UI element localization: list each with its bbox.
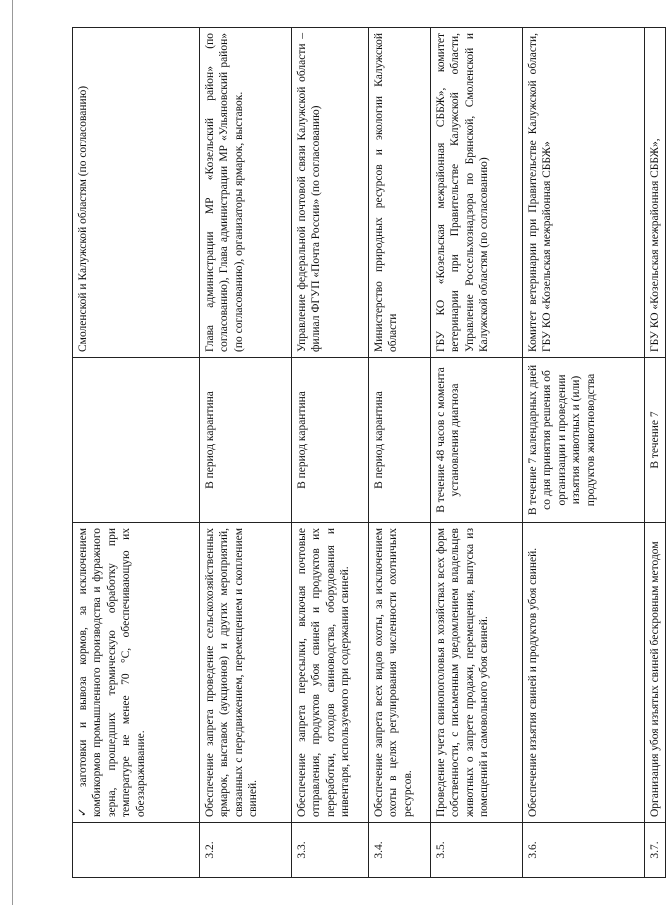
row-number: 3.4. [369,823,431,878]
term-cell [73,358,200,523]
action-cell: ✓ заготовки и вывоза кормов, за исключением комбикормов промышленного производства и фуражного зерна, прошедших термическую обработку при температуре не менее 70 °С, обеспечивающую их обеззараживание. [73,523,200,823]
term-cell: В течение 7 [645,358,666,523]
action-cell: Обеспечение изъятия свиней и продуктов убоя свиней. [523,523,645,823]
action-cell: Проведение учета свинопоголовья в хозяйствах всех форм собственности, с письменным уведомлением владельцев животных о запрете продажи, перемещения, выпуска из помещений и самовольного убоя свиней. [431,523,523,823]
table-row [431,28,523,878]
action-cell: Обеспечение запрета всех видов охоты, за исключением охоты в целях регулирования численности охотничьих ресурсов. [369,523,431,823]
table-row [292,28,369,878]
executor-cell: Смоленской и Калужской областям (по согласованию) [73,28,200,358]
action-cell: Организация убоя изъятых свиней бескровным методом [645,523,666,823]
executor-cell: Глава администрации МР «Козельский район» (по согласованию), Глава администрации МР «Ульяновский район» (по согласованию), организаторы ярмарок, выставок. [200,28,292,358]
term-cell: В период карантина [200,358,292,523]
row-number: 3.3. [292,823,369,878]
row-number: 3.7. [645,823,666,878]
term-cell: В период карантина [292,358,369,523]
row-number: 3.5. [431,823,523,878]
executor-cell: Комитет ветеринарии при Правительстве Калужской области, ГБУ КО «Козельская межрайонная СББЖ» [523,28,645,358]
row-number [73,823,200,878]
executor-cell: Министерство природных ресурсов и экологии Калужской области [369,28,431,358]
action-cell: Обеспечение запрета проведение сельскохозяйственных ярмарок, выставок (аукционов) и других мероприятий, связанных с передвижением, перемещением и скоплением свиней. [200,523,292,823]
term-cell: В течение 7 календарных дней со дня принятия решения об организации и проведении изъятия животных и (или) продуктов животноводства [523,358,645,523]
executor-cell: ГБУ КО «Козельская межрайонная СББЖ», комитет ветеринарии при Правительстве Калужской области, Управление Россельхознадзора по Брянской, Смоленской и Калужской областям (по согласованию) [431,28,523,358]
term-cell: В период карантина [369,358,431,523]
measures-table [72,27,666,878]
table-row [645,28,666,878]
term-cell: В течение 48 часов с момента установления диагноза [431,358,523,523]
row-number: 3.6. [523,823,645,878]
table-row [200,28,292,878]
table-row [523,28,645,878]
table-row [73,28,200,878]
executor-cell: Управление федеральной почтовой связи Калужской области – филиал ФГУП «Почта России» (по согласованию) [292,28,369,358]
rotated-page [72,28,661,878]
table-row [369,28,431,878]
action-cell: Обеспечение запрета пересылки, включая почтовые отправления, продуктов убоя свиней и продуктов их переработки, отходов свиноводства, оборудования и инвентаря, используемого при содержании свиней. [292,523,369,823]
row-number: 3.2. [200,823,292,878]
executor-cell: ГБУ КО «Козельская межрайонная СББЖ», [645,28,666,358]
